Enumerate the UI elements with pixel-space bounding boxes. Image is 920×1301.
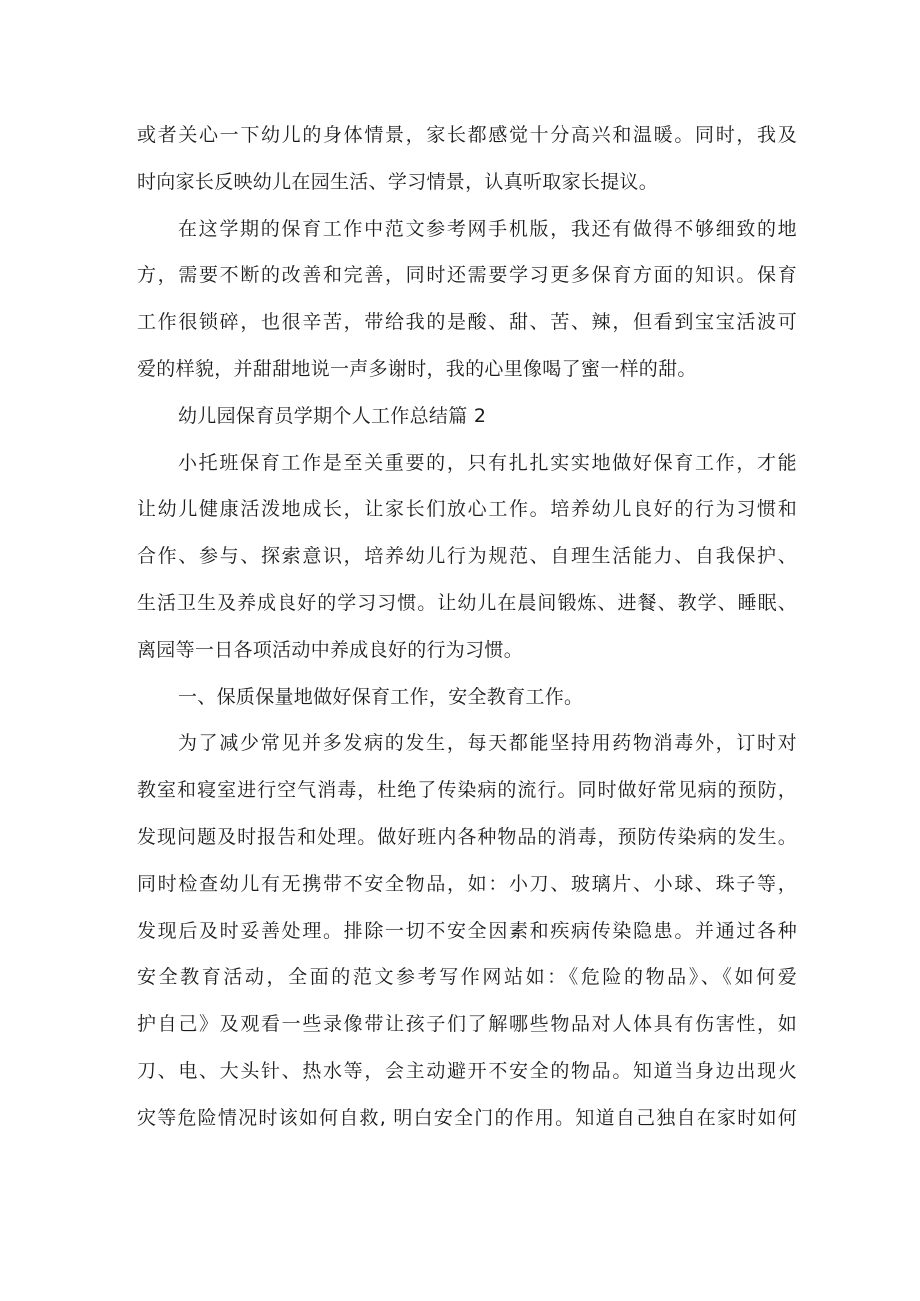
text-line: 同时检查幼儿有无携带不安全物品，如：小刀、玻璃片、小球、珠子等， <box>137 872 797 895</box>
text-line: 时向家长反映幼儿在园生活、学习情景，认真听取家长提议。 <box>137 170 659 193</box>
text-line: 刀、电、大头针、热水等，会主动避开不安全的物品。知道当身边出现火 <box>137 1059 797 1082</box>
text-line: 生活卫生及养成良好的学习习惯。让幼儿在晨间锻炼、进餐、教学、睡眠、 <box>137 591 797 614</box>
text-line: 灾等危险情况时该如何自救, 明白安全门的作用。知道自己独自在家时如何 <box>137 1106 797 1129</box>
text-line: 或者关心一下幼儿的身体情景，家长都感觉十分高兴和温暖。同时，我及 <box>137 124 797 146</box>
document-body <box>137 112 797 1142</box>
text-line: 发现问题及时报告和处理。做好班内各种物品的消毒，预防传染病的发生。 <box>137 825 797 848</box>
section-heading <box>137 393 797 440</box>
text-line: 小托班保育工作是至关重要的，只有扎扎实实地做好保育工作，才能 <box>178 451 797 474</box>
text-line: 发现后及时妥善处理。排除一切不安全因素和疾病传染隐患。并通过各种 <box>137 919 797 942</box>
paragraph-4 <box>137 720 797 1141</box>
text-line: 合作、参与、探索意识，培养幼儿行为规范、自理生活能力、自我保护、 <box>137 545 797 568</box>
paragraph-3 <box>137 440 797 674</box>
heading-line: 一、保质保量地做好保育工作，安全教育工作。 <box>178 685 584 708</box>
heading-line: 幼儿园保育员学期个人工作总结篇 2 <box>178 404 487 427</box>
paragraph-1 <box>137 112 797 206</box>
text-line: 安全教育活动，全面的范文参考写作网站如：《危险的物品》、《如何爱 <box>137 966 797 989</box>
text-line: 护自己》及观看一些录像带让孩子们了解哪些物品对人体具有伤害性，如 <box>137 1013 797 1036</box>
section-1-title <box>137 674 797 721</box>
paragraph-2 <box>137 206 797 393</box>
text-line: 离园等一日各项活动中养成良好的行为习惯。 <box>137 638 524 661</box>
text-line: 在这学期的保育工作中范文参考网手机版，我还有做得不够细致的地 <box>178 217 797 240</box>
text-line: 让幼儿健康活泼地成长，让家长们放心工作。培养幼儿良好的行为习惯和 <box>137 498 797 521</box>
text-line: 工作很锁碎，也很辛苦，带给我的是酸、甜、苦、辣，但看到宝宝活波可 <box>137 311 797 334</box>
text-line: 方，需要不断的改善和完善，同时还需要学习更多保育方面的知识。保育 <box>137 264 797 287</box>
text-line: 教室和寝室进行空气消毒，杜绝了传染病的流行。同时做好常见病的预防， <box>137 779 797 802</box>
text-line: 为了减少常见并多发病的发生，每天都能坚持用药物消毒外，订时对 <box>178 732 797 755</box>
text-line: 爱的样貌，并甜甜地说一声多谢时，我的心里像喝了蜜一样的甜。 <box>137 357 697 380</box>
